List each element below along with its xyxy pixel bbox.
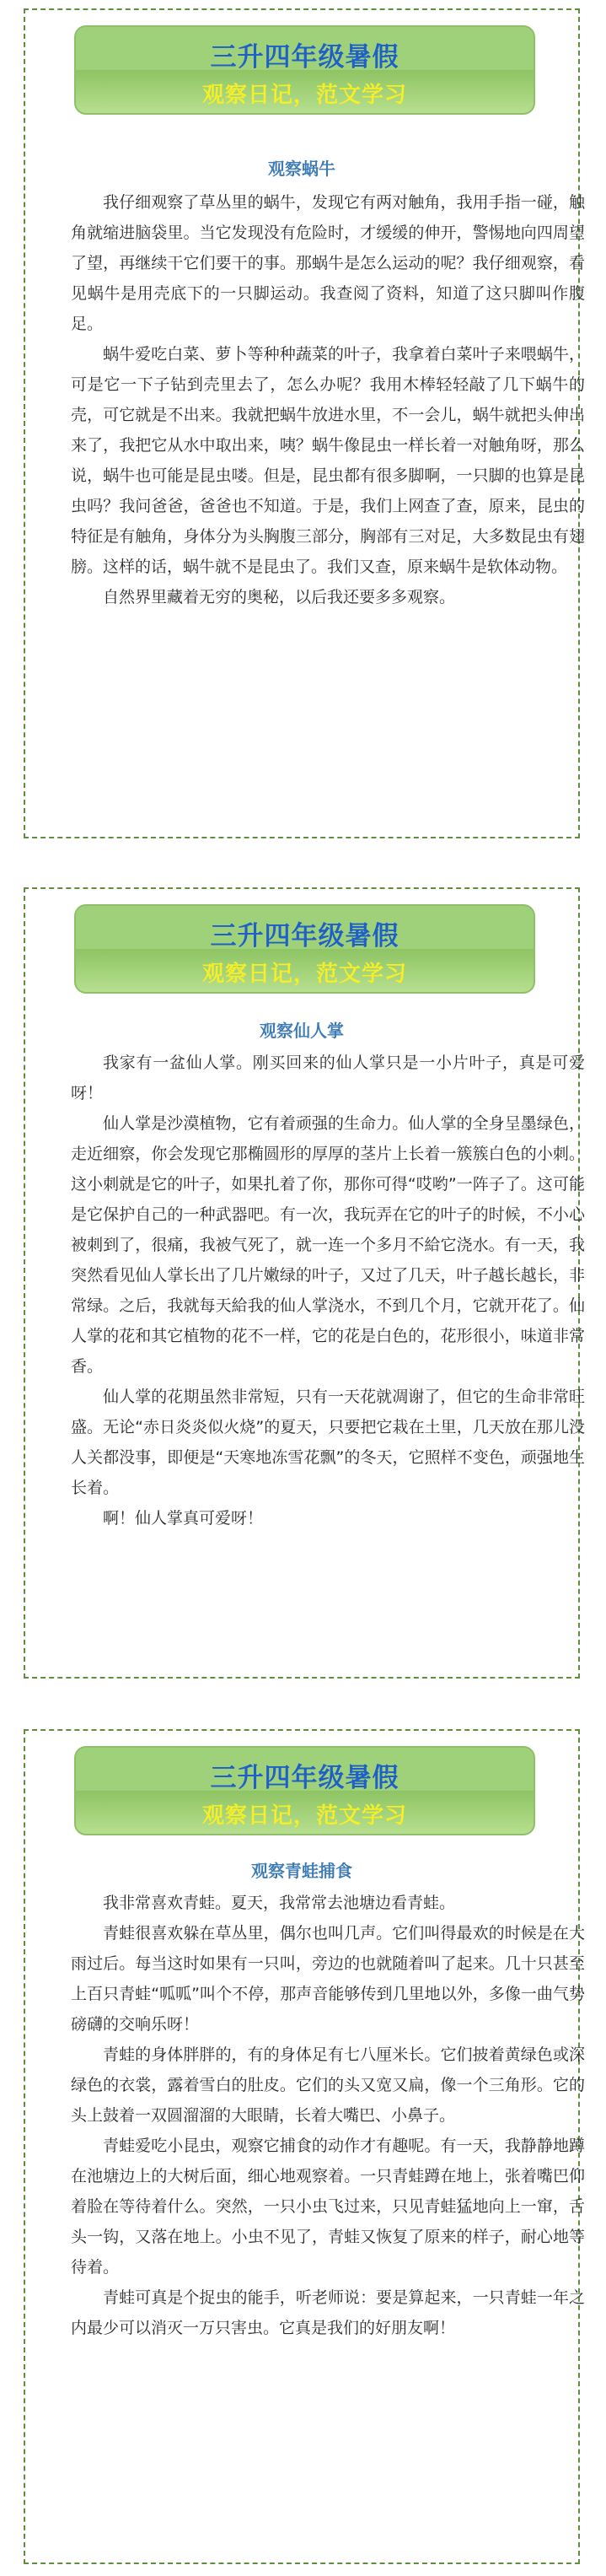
banner-title: 三升四年级暑假 bbox=[210, 42, 400, 73]
article-card-frog bbox=[24, 1729, 585, 2564]
article-card-snail bbox=[24, 8, 585, 838]
paragraph: 青蛙的身体胖胖的，有的身体足有七八厘米长。它们披着黄绿色或深绿色的衣裳，露着雪白的肚皮。它们的头又宽又扁，像一个三角形。它的头上鼓着一双圆溜溜的大眼睛，长着大嘴巴、小鼻子。 bbox=[71, 2045, 585, 2125]
banner-subtitle: 观察日记，范文学习 bbox=[201, 962, 407, 987]
article-card-cactus bbox=[24, 887, 585, 1679]
banner-title: 三升四年级暑假 bbox=[210, 921, 400, 951]
banner-subtitle: 观察日记，范文学习 bbox=[201, 83, 407, 108]
banner-title: 三升四年级暑假 bbox=[210, 1763, 400, 1793]
paragraph: 蜗牛爱吃白菜、萝卜等种种蔬菜的叶子，我拿着白菜叶子来喂蜗牛，可是它一下子钻到壳里去了，怎么办呢？我用木棒轻轻敲了几下蜗牛的壳，可它就是不出来。我就把蜗牛放进水里，不一会儿，蜗牛就把头伸出来了，我把它从水中取出来，咦？蜗牛像昆虫一样长着一对触角呀，那么说，蜗牛也可能是昆虫喽。但是，昆虫都有很多脚啊，一只脚的也算是昆虫吗？我问爸爸，爸爸也不知道。于是，我们上网查了查，原来，昆虫的特征是有触角，身体分为头胸腹三部分，胸部有三对足，大多数昆虫有翅膀。这样的话，蜗牛就不是昆虫了。我们又查，原来蜗牛是软体动物。 bbox=[71, 345, 585, 576]
article-title: 观察蜗牛 bbox=[268, 159, 335, 179]
banner bbox=[74, 25, 535, 115]
paragraph: 我家有一盆仙人掌。刚买回来的仙人掌只是一小片叶子，真是可爱呀！ bbox=[71, 1054, 585, 1102]
paragraph: 青蛙很喜欢躲在草丛里，偶尔也叫几声。它们叫得最欢的时候是在大雨过后。每当这时如果有一只叫，旁边的也就随着叫了起来。几十只甚至上百只青蛙“呱呱”叫个不停，那声音能够传到几里地以外，多像一曲气势磅礴的交响乐呀！ bbox=[71, 1924, 585, 2034]
paragraph: 仙人掌是沙漠植物，它有着顽强的生命力。仙人掌的全身呈墨绿色，走近细察，你会发现它那椭圆形的厚厚的茎片上长着一簇簇白色的小刺。这小刺就是它的叶子，如果扎着了你，那你可得“哎哟”一阵子了。这可能是它保护自己的一种武器吧。有一次，我玩弄在它的叶子的时候，不小心被刺到了，很痛，我被气死了，就一连一个多月不給它浇水。有一天，我突然看见仙人掌长出了几片嫩绿的叶子，又过了几天，叶子越长越长，非常绿。之后，我就每天給我的仙人掌浇水，不到几个月，它就开花了。仙人掌的花和其它植物的花不一样，它的花是白色的，花形很小，味道非常香。 bbox=[71, 1114, 585, 1376]
paragraph: 青蛙可真是个捉虫的能手，听老师说：要是算起来，一只青蛙一年之内最少可以消灭一万只害虫。它真是我们的好朋友啊！ bbox=[71, 2288, 585, 2337]
paragraph: 青蛙爱吃小昆虫，观察它捕食的动作才有趣呢。有一天，我静静地蹲在池塘边上的大树后面，细心地观察着。一只青蛙蹲在地上，张着嘴巴仰着脸在等待着什么。突然，一只小虫飞过来，只见青蛙猛地向上一窜，舌头一钩，又落在地上。小虫不见了，青蛙又恢复了原来的样子，耐心地等待着。 bbox=[71, 2137, 585, 2277]
article-body bbox=[71, 187, 585, 612]
banner bbox=[74, 1746, 535, 1835]
paragraph: 我仔细观察了草丛里的蜗牛，发现它有两对触角，我用手指一碰，触角就缩进脑袋里。当它发现没有危险时，才缓缓的伸开，警惕地向四周望了望，再继续干它们要干的事。那蜗牛是怎么运动的呢？我仔细观察，看见蜗牛是用壳底下的一只脚运动。我查阅了资料，知道了这只脚叫作腹足。 bbox=[71, 193, 585, 333]
paragraph: 仙人掌的花期虽然非常短，只有一天花就凋谢了，但它的生命非常旺盛。无论“赤日炎炎似火烧”的夏天，只要把它栽在土里，几天放在那儿没人关都没事，即便是“天寒地冻雪花飘”的冬天，它照样不变色，顽强地生长着。 bbox=[71, 1388, 585, 1497]
article-body bbox=[71, 1048, 585, 1533]
paragraph: 自然界里藏着无穷的奥秘，以后我还要多多观察。 bbox=[103, 588, 456, 606]
paragraph: 我非常喜欢青蛙。夏天，我常常去池塘边看青蛙。 bbox=[103, 1894, 456, 1912]
banner-subtitle: 观察日记，范文学习 bbox=[201, 1803, 407, 1829]
article-title: 观察仙人掌 bbox=[260, 1021, 344, 1041]
paragraph: 啊！仙人掌真可爱呀！ bbox=[103, 1509, 264, 1528]
article-title: 观察青蛙捕食 bbox=[251, 1861, 352, 1881]
banner bbox=[74, 904, 535, 994]
article-body bbox=[71, 1888, 585, 2343]
